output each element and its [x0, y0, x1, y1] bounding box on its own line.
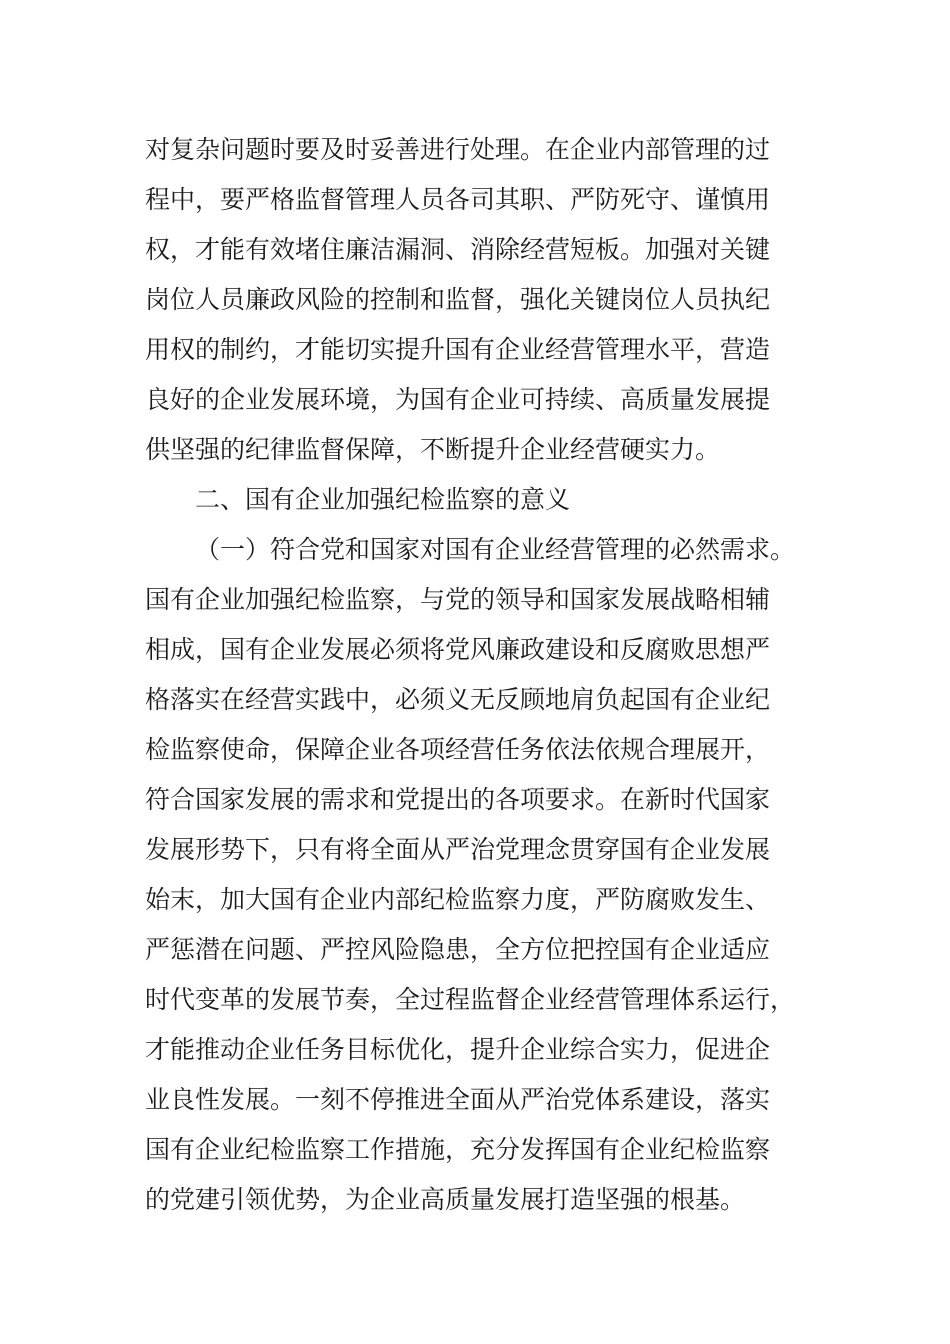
text-line: 国有企业加强纪检监察，与党的领导和国家发展战略相辅	[145, 585, 771, 614]
text-line: 时代变革的发展节奏，全过程监督企业经营管理体系运行，	[145, 985, 796, 1014]
subsection-heading: （一）符合党和国家对国有企业经营管理的必然需求。	[195, 535, 796, 564]
text-line: 用权的制约，才能切实提升国有企业经营管理水平，营造	[145, 335, 771, 364]
text-line: 严惩潜在问题、严控风险隐患，全方位把控国有企业适应	[145, 935, 771, 964]
text-line: 程中，要严格监督管理人员各司其职、严防死守、谨慎用	[145, 185, 771, 214]
section-heading: 二、国有企业加强纪检监察的意义	[195, 485, 571, 514]
text-line: 始末，加大国有企业内部纪检监察力度，严防腐败发生、	[145, 885, 771, 914]
text-line: 国有企业纪检监察工作措施，充分发挥国有企业纪检监察	[145, 1135, 771, 1164]
text-line: 对复杂问题时要及时妥善进行处理。在企业内部管理的过	[145, 135, 771, 164]
text-line: 岗位人员廉政风险的控制和监督，强化关键岗位人员执纪	[145, 285, 771, 314]
text-line: 相成，国有企业发展必须将党风廉政建设和反腐败思想严	[145, 635, 771, 664]
text-line: 良好的企业发展环境，为国有企业可持续、高质量发展提	[145, 385, 771, 414]
text-line: 供坚强的纪律监督保障，不断提升企业经营硬实力。	[145, 435, 721, 464]
text-line: 符合国家发展的需求和党提出的各项要求。在新时代国家	[145, 785, 771, 814]
body-text	[145, 125, 825, 1225]
text-line: 业良性发展。一刻不停推进全面从严治党体系建设，落实	[145, 1085, 771, 1114]
text-line: 才能推动企业任务目标优化，提升企业综合实力，促进企	[145, 1035, 771, 1064]
text-line: 发展形势下，只有将全面从严治党理念贯穿国有企业发展	[145, 835, 771, 864]
text-line: 检监察使命，保障企业各项经营任务依法依规合理展开，	[145, 735, 771, 764]
text-line: 格落实在经营实践中，必须义无反顾地肩负起国有企业纪	[145, 685, 771, 714]
text-line: 权，才能有效堵住廉洁漏洞、消除经营短板。加强对关键	[145, 235, 771, 264]
text-line: 的党建引领优势，为企业高质量发展打造坚强的根基。	[145, 1185, 746, 1214]
